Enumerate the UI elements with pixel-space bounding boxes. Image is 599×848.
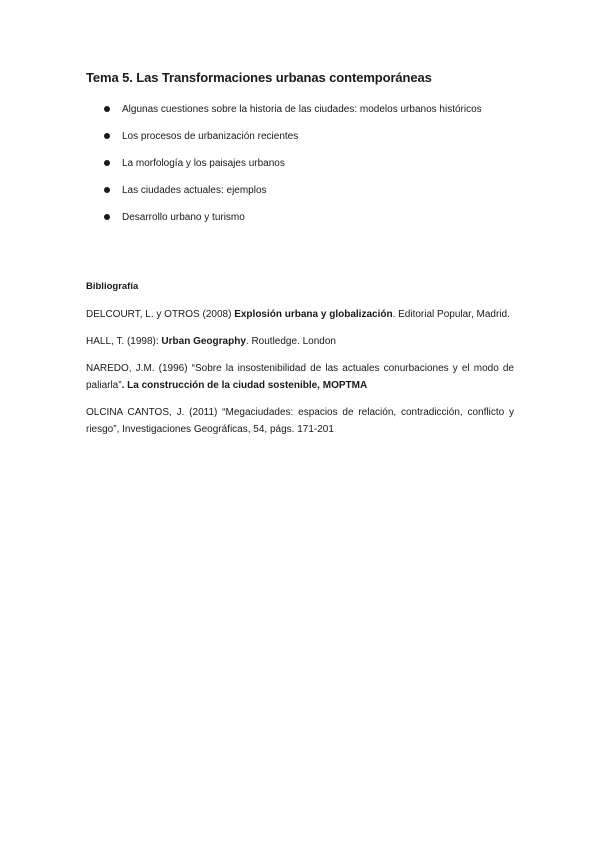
- reference-bold-title: Urban Geography: [161, 336, 246, 347]
- reference-details: . Routledge. London: [245, 336, 336, 347]
- reference-entry: [86, 333, 514, 350]
- document-title: Tema 5. Las Transformaciones urbanas contemporáneas: [86, 70, 432, 85]
- reference-entry: [86, 306, 514, 323]
- topic-text: Algunas cuestiones sobre la historia de las ciudades: modelos urbanos históricos: [122, 104, 482, 115]
- topic-text: Los procesos de urbanización recientes: [122, 131, 299, 142]
- reference-entry: [86, 404, 514, 438]
- topic-text: Las ciudades actuales: ejemplos: [122, 185, 267, 196]
- reference-bold-title: . La construcción de la ciudad sostenible, MOPTMA: [121, 380, 368, 391]
- reference-author: HALL, T. (1998):: [86, 336, 162, 347]
- bullet-icon: [104, 187, 110, 193]
- reference-author: OLCINA CANTOS, J. (2011) “Megaciudades: espacios de relación, contradicción, conflicto y riesgo”, Investigaciones Geográficas, 54, págs. 171-201: [86, 407, 514, 435]
- topic-item: [86, 209, 514, 226]
- topic-item: [86, 128, 514, 145]
- bullet-icon: [104, 106, 110, 112]
- topic-text: Desarrollo urbano y turismo: [122, 212, 245, 223]
- reference-author: DELCOURT, L. y OTROS (2008): [86, 309, 235, 320]
- reference-bold-title: Explosión urbana y globalización: [234, 309, 393, 320]
- bullet-icon: [104, 133, 110, 139]
- topic-list: [86, 101, 514, 226]
- bullet-icon: [104, 214, 110, 220]
- topic-item: [86, 155, 514, 172]
- reference-entry: [86, 360, 514, 394]
- topic-item: [86, 101, 514, 118]
- reference-details: . Editorial Popular, Madrid.: [392, 309, 510, 320]
- topic-item: [86, 182, 514, 199]
- bibliography-heading: Bibliografía: [86, 281, 139, 292]
- reference-author: NAREDO, J.M. (1996) “Sobre la insostenibilidad de las actuales conurbaciones y el modo de paliarla”: [86, 363, 514, 391]
- reference-list: [86, 306, 514, 438]
- topic-text: La morfología y los paisajes urbanos: [122, 158, 285, 169]
- bullet-icon: [104, 160, 110, 166]
